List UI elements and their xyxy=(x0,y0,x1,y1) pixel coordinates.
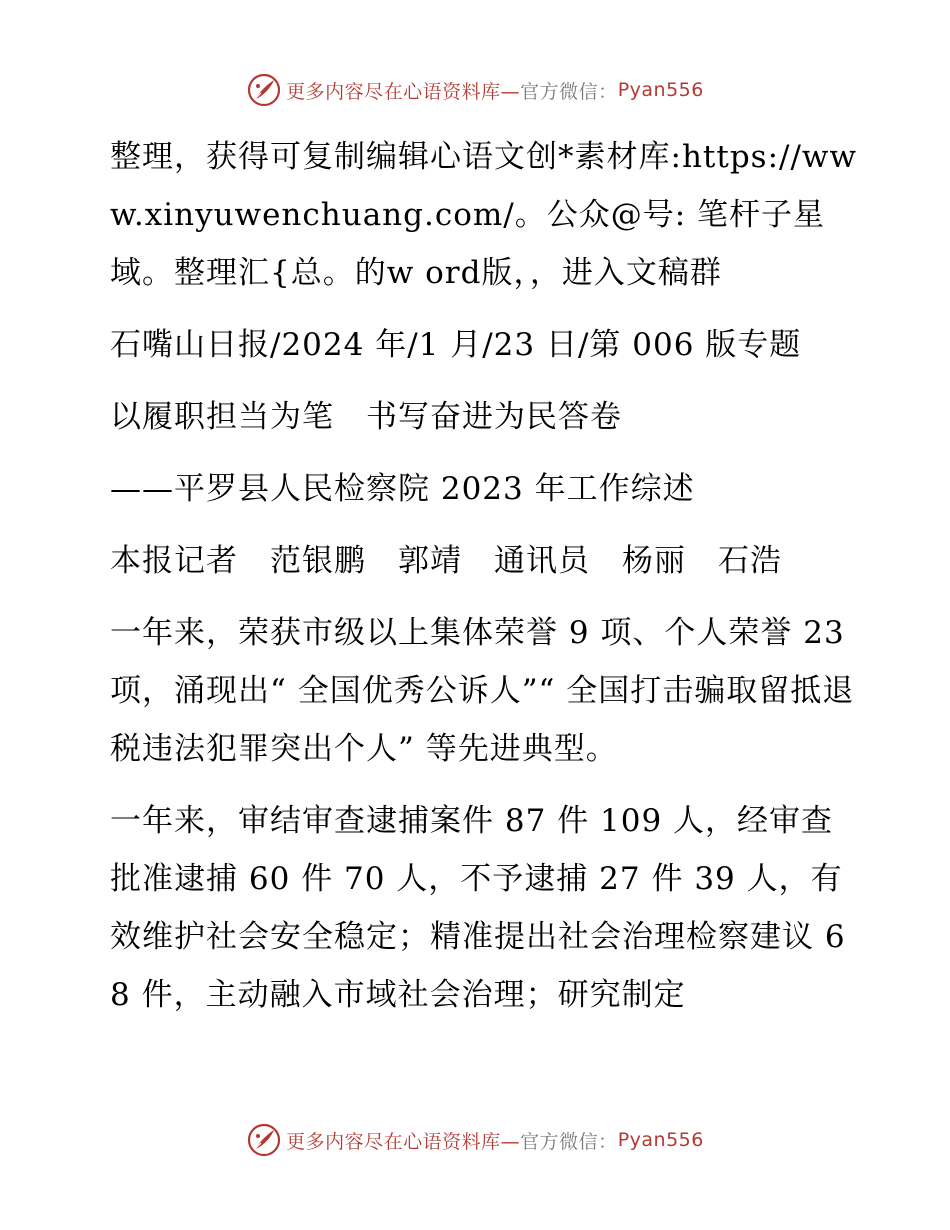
watermark-main-text: 更多内容尽在心语资料库— xyxy=(286,80,521,103)
watermark-wechat-label: 官方微信： xyxy=(520,80,618,103)
quill-pen-circle-icon xyxy=(246,1122,282,1158)
byline: 本报记者 范银鹏 郭靖 通讯员 杨丽 石浩 xyxy=(110,543,782,579)
body-paragraph-cases: 一年来，审结审查逮捕案件 87 件 109 人，经审查批准逮捕 60 件 70 人，不予逮捕 27 件 39 人，有效维护社会安全稳定；精准提出社会治理检察建议 68 件，主动融入市域社会治理；研究制定 xyxy=(110,803,846,1013)
watermark-banner-top xyxy=(0,68,950,112)
watermark-banner-bottom xyxy=(0,1118,950,1162)
source-line: 石嘴山日报/2024 年/1 月/23 日/第 006 版专题 xyxy=(110,327,802,363)
document-body xyxy=(98,128,858,1024)
watermark-wechat-label: 官方微信： xyxy=(520,1130,618,1153)
watermark-main-text: 更多内容尽在心语资料库— xyxy=(286,1130,521,1153)
body-paragraph-honors: 一年来，荣获市级以上集体荣誉 9 项、个人荣誉 23 项，涌现出“ 全国优秀公诉人”“ 全国打击骗取留抵退税违法犯罪突出个人” 等先进典型。 xyxy=(110,615,855,767)
article-title: 以履职担当为笔 书写奋进为民答卷 xyxy=(110,399,622,435)
quill-pen-circle-icon xyxy=(246,72,282,108)
watermark-wechat-id: Pyan556 xyxy=(617,79,704,101)
watermark-wechat-id: Pyan556 xyxy=(617,1129,704,1151)
intro-notice-paragraph: 整理，获得可复制编辑心语文创*素材库:https://www.xinyuwenchuang.com/。公众@号: 笔杆子星域。整理汇{总。的w ord版，，进入文稿群 xyxy=(110,139,857,291)
article-subtitle: ——平罗县人民检察院 2023 年工作综述 xyxy=(110,471,695,507)
